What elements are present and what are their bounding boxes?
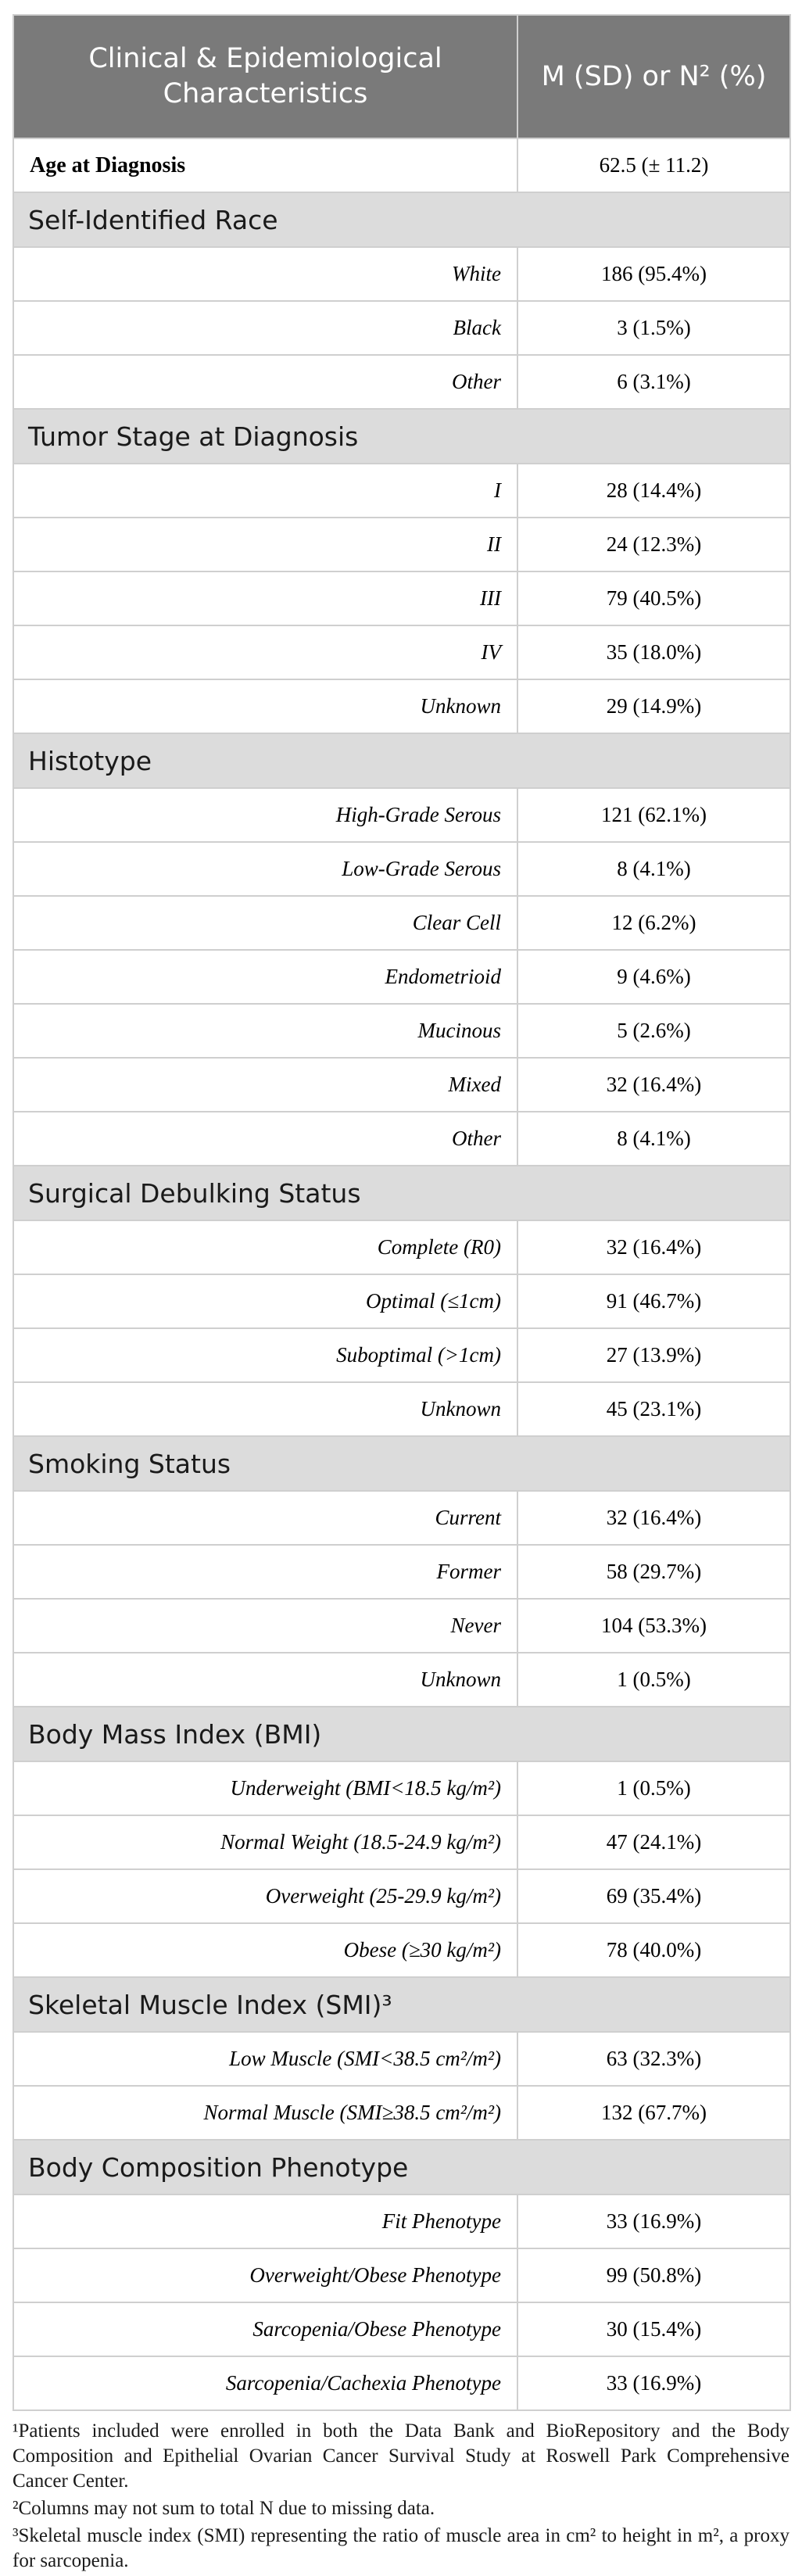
row-label: Low-Grade Serous — [13, 842, 517, 896]
section-title: Histotype — [13, 733, 790, 788]
row-value: 104 (53.3%) — [517, 1599, 790, 1653]
row-label: Suboptimal (>1cm) — [13, 1328, 517, 1382]
table-row — [13, 1491, 790, 1545]
row-label: Optimal (≤1cm) — [13, 1274, 517, 1328]
row-label: Other — [13, 1112, 517, 1166]
table-row — [13, 950, 790, 1004]
row-value: 28 (14.4%) — [517, 464, 790, 518]
row-label: Mixed — [13, 1058, 517, 1112]
table-row — [13, 788, 790, 842]
row-value: 121 (62.1%) — [517, 788, 790, 842]
table-row — [13, 896, 790, 950]
footnote: ³Skeletal muscle index (SMI) representing the ratio of muscle area in cm² to height in m², a proxy for sarcopenia. — [13, 2525, 789, 2571]
row-label: Fit Phenotype — [13, 2194, 517, 2248]
row-label: Never — [13, 1599, 517, 1653]
row-value: 45 (23.1%) — [517, 1382, 790, 1436]
table-row — [13, 2032, 790, 2086]
row-value: 6 (3.1%) — [517, 355, 790, 409]
table-row — [13, 1382, 790, 1436]
table-row — [13, 679, 790, 733]
characteristics-table — [13, 14, 791, 2411]
table-row — [13, 247, 790, 301]
row-value: 78 (40.0%) — [517, 1923, 790, 1977]
section-header-row — [13, 192, 790, 247]
table-row — [13, 1653, 790, 1707]
table-row — [13, 1923, 790, 1977]
row-value: 32 (16.4%) — [517, 1220, 790, 1274]
row-value: 8 (4.1%) — [517, 1112, 790, 1166]
table-row — [13, 571, 790, 625]
row-label: Underweight (BMI<18.5 kg/m²) — [13, 1761, 517, 1815]
section-header-row — [13, 733, 790, 788]
row-label: IV — [13, 625, 517, 679]
row-label: Complete (R0) — [13, 1220, 517, 1274]
row-value: 5 (2.6%) — [517, 1004, 790, 1058]
row-label: Unknown — [13, 1382, 517, 1436]
section-header-row — [13, 1166, 790, 1220]
row-value: 33 (16.9%) — [517, 2356, 790, 2410]
table-row — [13, 2086, 790, 2140]
table-row — [13, 2248, 790, 2302]
section-title: Skeletal Muscle Index (SMI)³ — [13, 1977, 790, 2032]
table-row — [13, 301, 790, 355]
row-label: Sarcopenia/Cachexia Phenotype — [13, 2356, 517, 2410]
section-header-row — [13, 1707, 790, 1761]
footnote: ¹Patients included were enrolled in both the Data Bank and BioRepository and the Body Composition and Epithelial Ovarian Cancer Survival Study at Roswell Park Comprehensive Cancer Center. — [13, 2420, 789, 2492]
table-row — [13, 1761, 790, 1815]
row-value: 8 (4.1%) — [517, 842, 790, 896]
row-label: Unknown — [13, 1653, 517, 1707]
section-header-row — [13, 1977, 790, 2032]
table-row — [13, 1274, 790, 1328]
row-value: 35 (18.0%) — [517, 625, 790, 679]
row-label: Former — [13, 1545, 517, 1599]
table-row — [13, 625, 790, 679]
row-label: II — [13, 518, 517, 571]
age-label: Age at Diagnosis — [13, 138, 517, 192]
row-label: Overweight/Obese Phenotype — [13, 2248, 517, 2302]
row-label: Sarcopenia/Obese Phenotype — [13, 2302, 517, 2356]
row-label: Clear Cell — [13, 896, 517, 950]
table-row — [13, 2194, 790, 2248]
row-value: 9 (4.6%) — [517, 950, 790, 1004]
table-body — [13, 138, 790, 2410]
row-label: Current — [13, 1491, 517, 1545]
section-header-row — [13, 1436, 790, 1491]
row-value: 132 (67.7%) — [517, 2086, 790, 2140]
table-row — [13, 1815, 790, 1869]
row-label: I — [13, 464, 517, 518]
row-value: 32 (16.4%) — [517, 1058, 790, 1112]
header-col1-line1: Clinical & Epidemiological — [88, 43, 442, 74]
table-row — [13, 1220, 790, 1274]
table-row — [13, 1599, 790, 1653]
row-label: Unknown — [13, 679, 517, 733]
row-value: 99 (50.8%) — [517, 2248, 790, 2302]
table-row — [13, 518, 790, 571]
row-label: Obese (≥30 kg/m²) — [13, 1923, 517, 1977]
row-label: White — [13, 247, 517, 301]
footnote: ²Columns may not sum to total N due to missing data. — [13, 2498, 435, 2519]
row-value: 12 (6.2%) — [517, 896, 790, 950]
row-label: III — [13, 571, 517, 625]
table-row — [13, 1004, 790, 1058]
table-row — [13, 464, 790, 518]
row-label: Low Muscle (SMI<38.5 cm²/m²) — [13, 2032, 517, 2086]
row-value: 27 (13.9%) — [517, 1328, 790, 1382]
row-value: 33 (16.9%) — [517, 2194, 790, 2248]
row-value: 186 (95.4%) — [517, 247, 790, 301]
table-row — [13, 1328, 790, 1382]
row-value: 29 (14.9%) — [517, 679, 790, 733]
row-label: Overweight (25-29.9 kg/m²) — [13, 1869, 517, 1923]
row-label: Normal Weight (18.5-24.9 kg/m²) — [13, 1815, 517, 1869]
table-row — [13, 2356, 790, 2410]
section-title: Body Mass Index (BMI) — [13, 1707, 790, 1761]
section-header-row — [13, 409, 790, 464]
row-value: 1 (0.5%) — [517, 1653, 790, 1707]
section-header-row — [13, 2140, 790, 2194]
row-value: 63 (32.3%) — [517, 2032, 790, 2086]
row-value: 32 (16.4%) — [517, 1491, 790, 1545]
age-value: 62.5 (± 11.2) — [517, 138, 790, 192]
row-value: 47 (24.1%) — [517, 1815, 790, 1869]
footnotes — [13, 2419, 789, 2574]
row-value: 91 (46.7%) — [517, 1274, 790, 1328]
row-value: 69 (35.4%) — [517, 1869, 790, 1923]
header-col1-line2: Characteristics — [163, 78, 368, 109]
row-value: 24 (12.3%) — [517, 518, 790, 571]
header-characteristics — [13, 15, 517, 138]
section-title: Smoking Status — [13, 1436, 790, 1491]
section-title: Surgical Debulking Status — [13, 1166, 790, 1220]
row-label: Black — [13, 301, 517, 355]
section-title: Body Composition Phenotype — [13, 2140, 790, 2194]
row-label: Mucinous — [13, 1004, 517, 1058]
section-title: Self-Identified Race — [13, 192, 790, 247]
header-values: M (SD) or N² (%) — [517, 15, 790, 138]
row-value: 79 (40.5%) — [517, 571, 790, 625]
table-row — [13, 1545, 790, 1599]
section-title: Tumor Stage at Diagnosis — [13, 409, 790, 464]
table-row — [13, 1112, 790, 1166]
table-row — [13, 842, 790, 896]
row-value: 1 (0.5%) — [517, 1761, 790, 1815]
table-row — [13, 355, 790, 409]
age-row — [13, 138, 790, 192]
table-header-row — [13, 15, 790, 138]
characteristics-table-container — [13, 14, 789, 2576]
row-label: Normal Muscle (SMI≥38.5 cm²/m²) — [13, 2086, 517, 2140]
table-row — [13, 2302, 790, 2356]
row-label: High-Grade Serous — [13, 788, 517, 842]
row-label: Endometrioid — [13, 950, 517, 1004]
table-row — [13, 1058, 790, 1112]
row-value: 30 (15.4%) — [517, 2302, 790, 2356]
table-row — [13, 1869, 790, 1923]
row-label: Other — [13, 355, 517, 409]
row-value: 58 (29.7%) — [517, 1545, 790, 1599]
row-value: 3 (1.5%) — [517, 301, 790, 355]
